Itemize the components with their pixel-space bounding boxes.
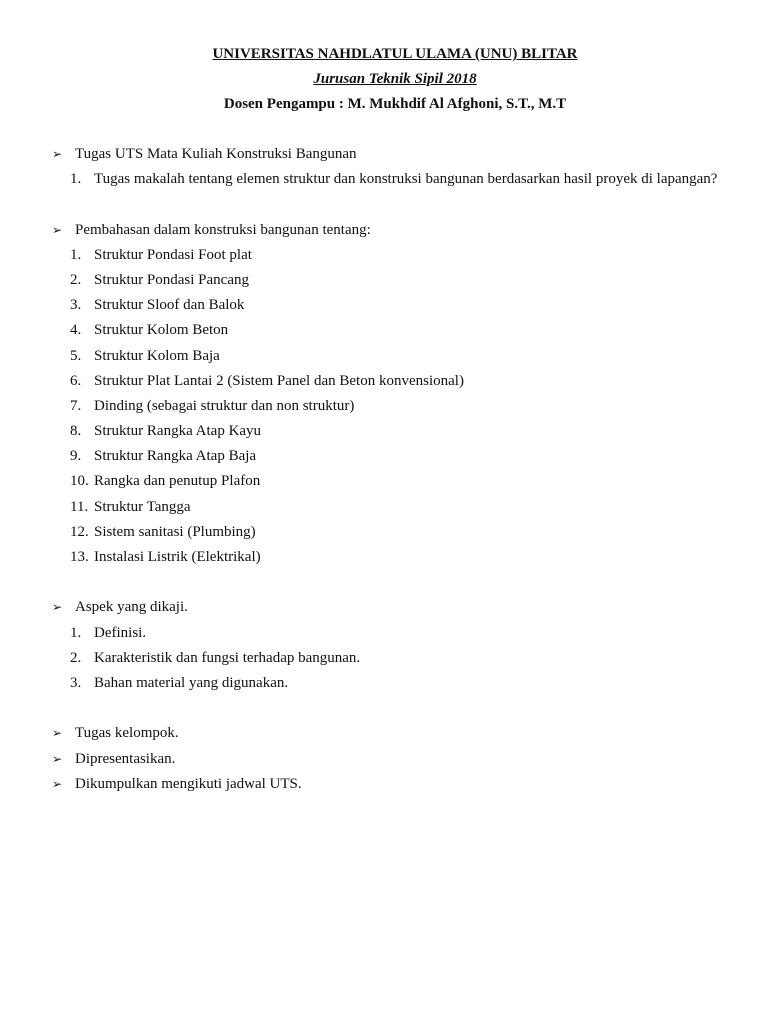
item-text: Struktur Sloof dan Balok xyxy=(94,297,245,314)
numbered-item xyxy=(52,293,752,318)
arrowhead-bullet-icon: ➢ xyxy=(52,222,63,237)
spacer xyxy=(52,696,752,721)
numbered-item xyxy=(52,318,752,343)
item-text: Definisi. xyxy=(94,624,147,641)
item-number: 1. xyxy=(70,624,82,641)
document-body xyxy=(52,142,752,797)
numbered-item xyxy=(52,268,752,293)
document-header xyxy=(0,42,768,117)
spacer xyxy=(52,192,752,217)
lecturer-line: Dosen Pengampu : M. Mukhdif Al Afghoni, S.T., M.T xyxy=(223,96,567,112)
item-number: 1. xyxy=(70,171,82,188)
item-text: Dinding (sebagai struktur dan non struktur) xyxy=(94,397,355,414)
bullet-text: Pembahasan dalam konstruksi bangunan tentang: xyxy=(75,221,371,238)
item-number: 1. xyxy=(70,246,82,263)
item-text: Karakteristik dan fungsi terhadap bangunan. xyxy=(94,649,361,666)
bullet-item xyxy=(52,772,752,797)
item-number: 4. xyxy=(70,322,82,339)
item-number: 3. xyxy=(70,297,82,314)
bullet-item xyxy=(52,218,752,243)
numbered-item xyxy=(52,520,752,545)
bullet-text: Tugas UTS Mata Kuliah Konstruksi Bangunan xyxy=(75,146,357,162)
arrowhead-bullet-icon: ➢ xyxy=(52,726,63,741)
numbered-item xyxy=(52,167,752,192)
item-text: Sistem sanitasi (Plumbing) xyxy=(94,523,256,540)
numbered-item xyxy=(52,394,752,419)
item-text: Instalasi Listrik (Elektrikal) xyxy=(94,549,261,565)
bullet-text: Dipresentasikan. xyxy=(75,750,176,767)
university-title: UNIVERSITAS NAHDLATUL ULAMA (UNU) BLITAR xyxy=(212,46,578,62)
item-number: 7. xyxy=(70,397,82,414)
item-number: 13. xyxy=(70,549,89,565)
numbered-item xyxy=(52,671,752,696)
bullet-text: Tugas kelompok. xyxy=(75,725,179,742)
numbered-item xyxy=(52,621,752,646)
bullet-item xyxy=(52,721,752,746)
arrowhead-bullet-icon: ➢ xyxy=(52,600,63,615)
numbered-item xyxy=(52,545,752,570)
item-text: Tugas makalah tentang elemen struktur dan konstruksi bangunan berdasarkan hasil proyek di lapangan? xyxy=(94,171,718,188)
arrowhead-bullet-icon: ➢ xyxy=(52,751,63,766)
numbered-item xyxy=(52,444,752,469)
spacer xyxy=(52,570,752,595)
numbered-item xyxy=(52,495,752,520)
item-number: 8. xyxy=(70,423,82,440)
item-text: Struktur Pondasi Pancang xyxy=(94,271,249,288)
bullet-item xyxy=(52,747,752,772)
item-number: 10. xyxy=(70,473,89,490)
numbered-item xyxy=(52,369,752,394)
item-text: Struktur Plat Lantai 2 (Sistem Panel dan Beton konvensional) xyxy=(94,372,464,389)
bullet-item xyxy=(52,595,752,620)
item-number: 2. xyxy=(70,649,82,666)
item-text: Struktur Tangga xyxy=(94,498,191,515)
numbered-item xyxy=(52,419,752,444)
item-text: Struktur Kolom Beton xyxy=(94,322,229,339)
item-number: 11. xyxy=(70,498,89,515)
item-number: 3. xyxy=(70,674,82,691)
item-number: 12. xyxy=(70,523,89,540)
bullet-item xyxy=(52,142,752,167)
bullet-text: Dikumpulkan mengikuti jadwal UTS. xyxy=(75,775,302,792)
item-text: Struktur Pondasi Foot plat xyxy=(94,246,252,263)
item-text: Struktur Kolom Baja xyxy=(94,347,220,364)
item-text: Rangka dan penutup Plafon xyxy=(94,473,261,490)
item-text: Struktur Rangka Atap Baja xyxy=(94,448,257,465)
bullet-text: Aspek yang dikaji. xyxy=(75,599,188,616)
department-subtitle: Jurusan Teknik Sipil 2018 xyxy=(313,71,477,87)
item-number: 9. xyxy=(70,448,82,465)
numbered-item xyxy=(52,646,752,671)
arrowhead-bullet-icon: ➢ xyxy=(52,776,63,791)
numbered-item xyxy=(52,243,752,268)
item-text: Bahan material yang digunakan. xyxy=(94,674,289,691)
item-number: 5. xyxy=(70,347,82,364)
numbered-item xyxy=(52,344,752,369)
item-text: Struktur Rangka Atap Kayu xyxy=(94,423,262,440)
numbered-item xyxy=(52,469,752,494)
item-number: 2. xyxy=(70,271,82,288)
arrowhead-bullet-icon: ➢ xyxy=(52,147,63,161)
item-number: 6. xyxy=(70,372,82,389)
